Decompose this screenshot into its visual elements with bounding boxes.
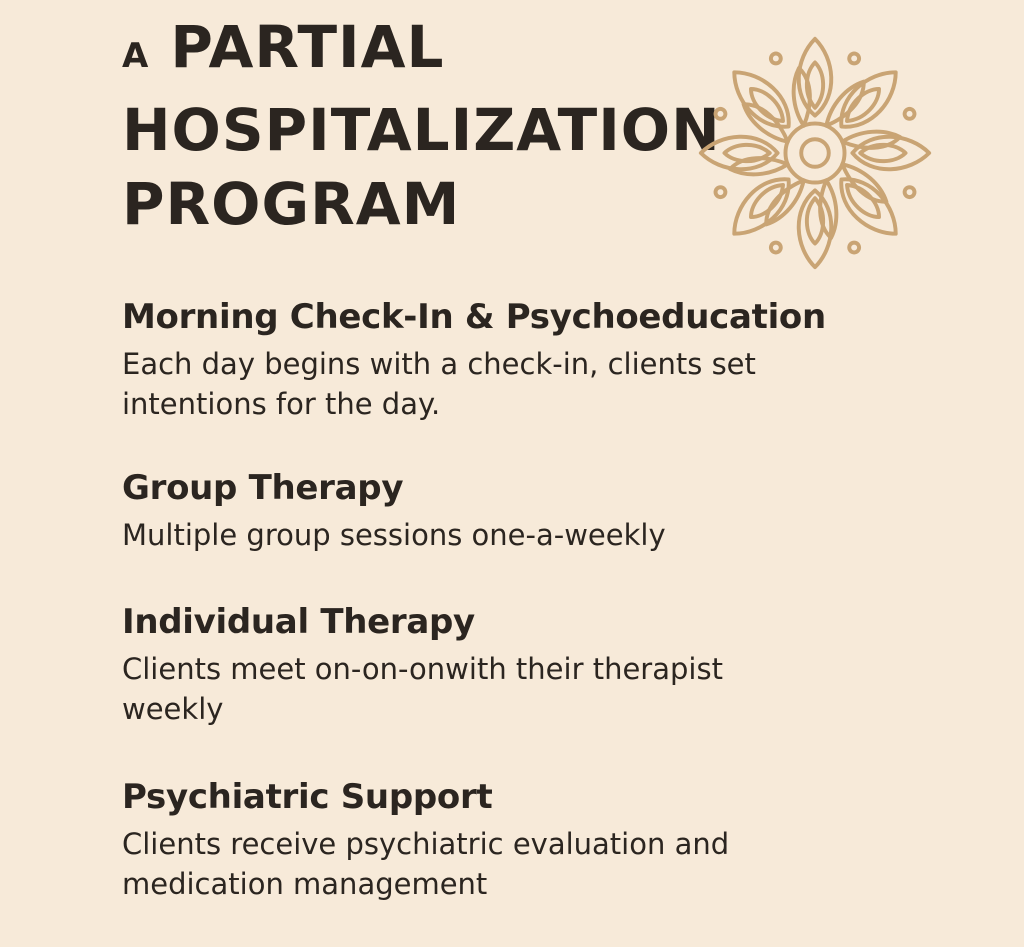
title-word-partial: PARTIAL bbox=[170, 13, 445, 81]
section-body: Clients receive psychiatric evaluation and medication management bbox=[122, 827, 730, 901]
section-body: Clients meet on-on-onwith their therapist weekly bbox=[122, 652, 723, 726]
section-body: Multiple group sessions one-a-weekly bbox=[122, 518, 666, 552]
section-psychiatric-support bbox=[122, 776, 882, 904]
section-heading: Psychiatric Support bbox=[122, 777, 493, 817]
section-group-therapy bbox=[122, 467, 882, 555]
section-body: Each day begins with a check-in, clients set intentions for the day. bbox=[122, 347, 756, 421]
title-line-1 bbox=[122, 10, 721, 93]
section-heading: Individual Therapy bbox=[122, 602, 475, 642]
title-prefix: A bbox=[122, 36, 149, 76]
section-morning-check-in bbox=[122, 296, 882, 424]
title-line-2: HOSPITALIZATION bbox=[122, 96, 721, 164]
section-heading: Morning Check-In & Psychoeducation bbox=[122, 297, 826, 337]
page-title bbox=[122, 10, 721, 241]
section-heading: Group Therapy bbox=[122, 468, 404, 508]
title-line-3: PROGRAM bbox=[122, 170, 461, 238]
mandala-icon bbox=[692, 30, 938, 276]
section-individual-therapy bbox=[122, 601, 882, 729]
